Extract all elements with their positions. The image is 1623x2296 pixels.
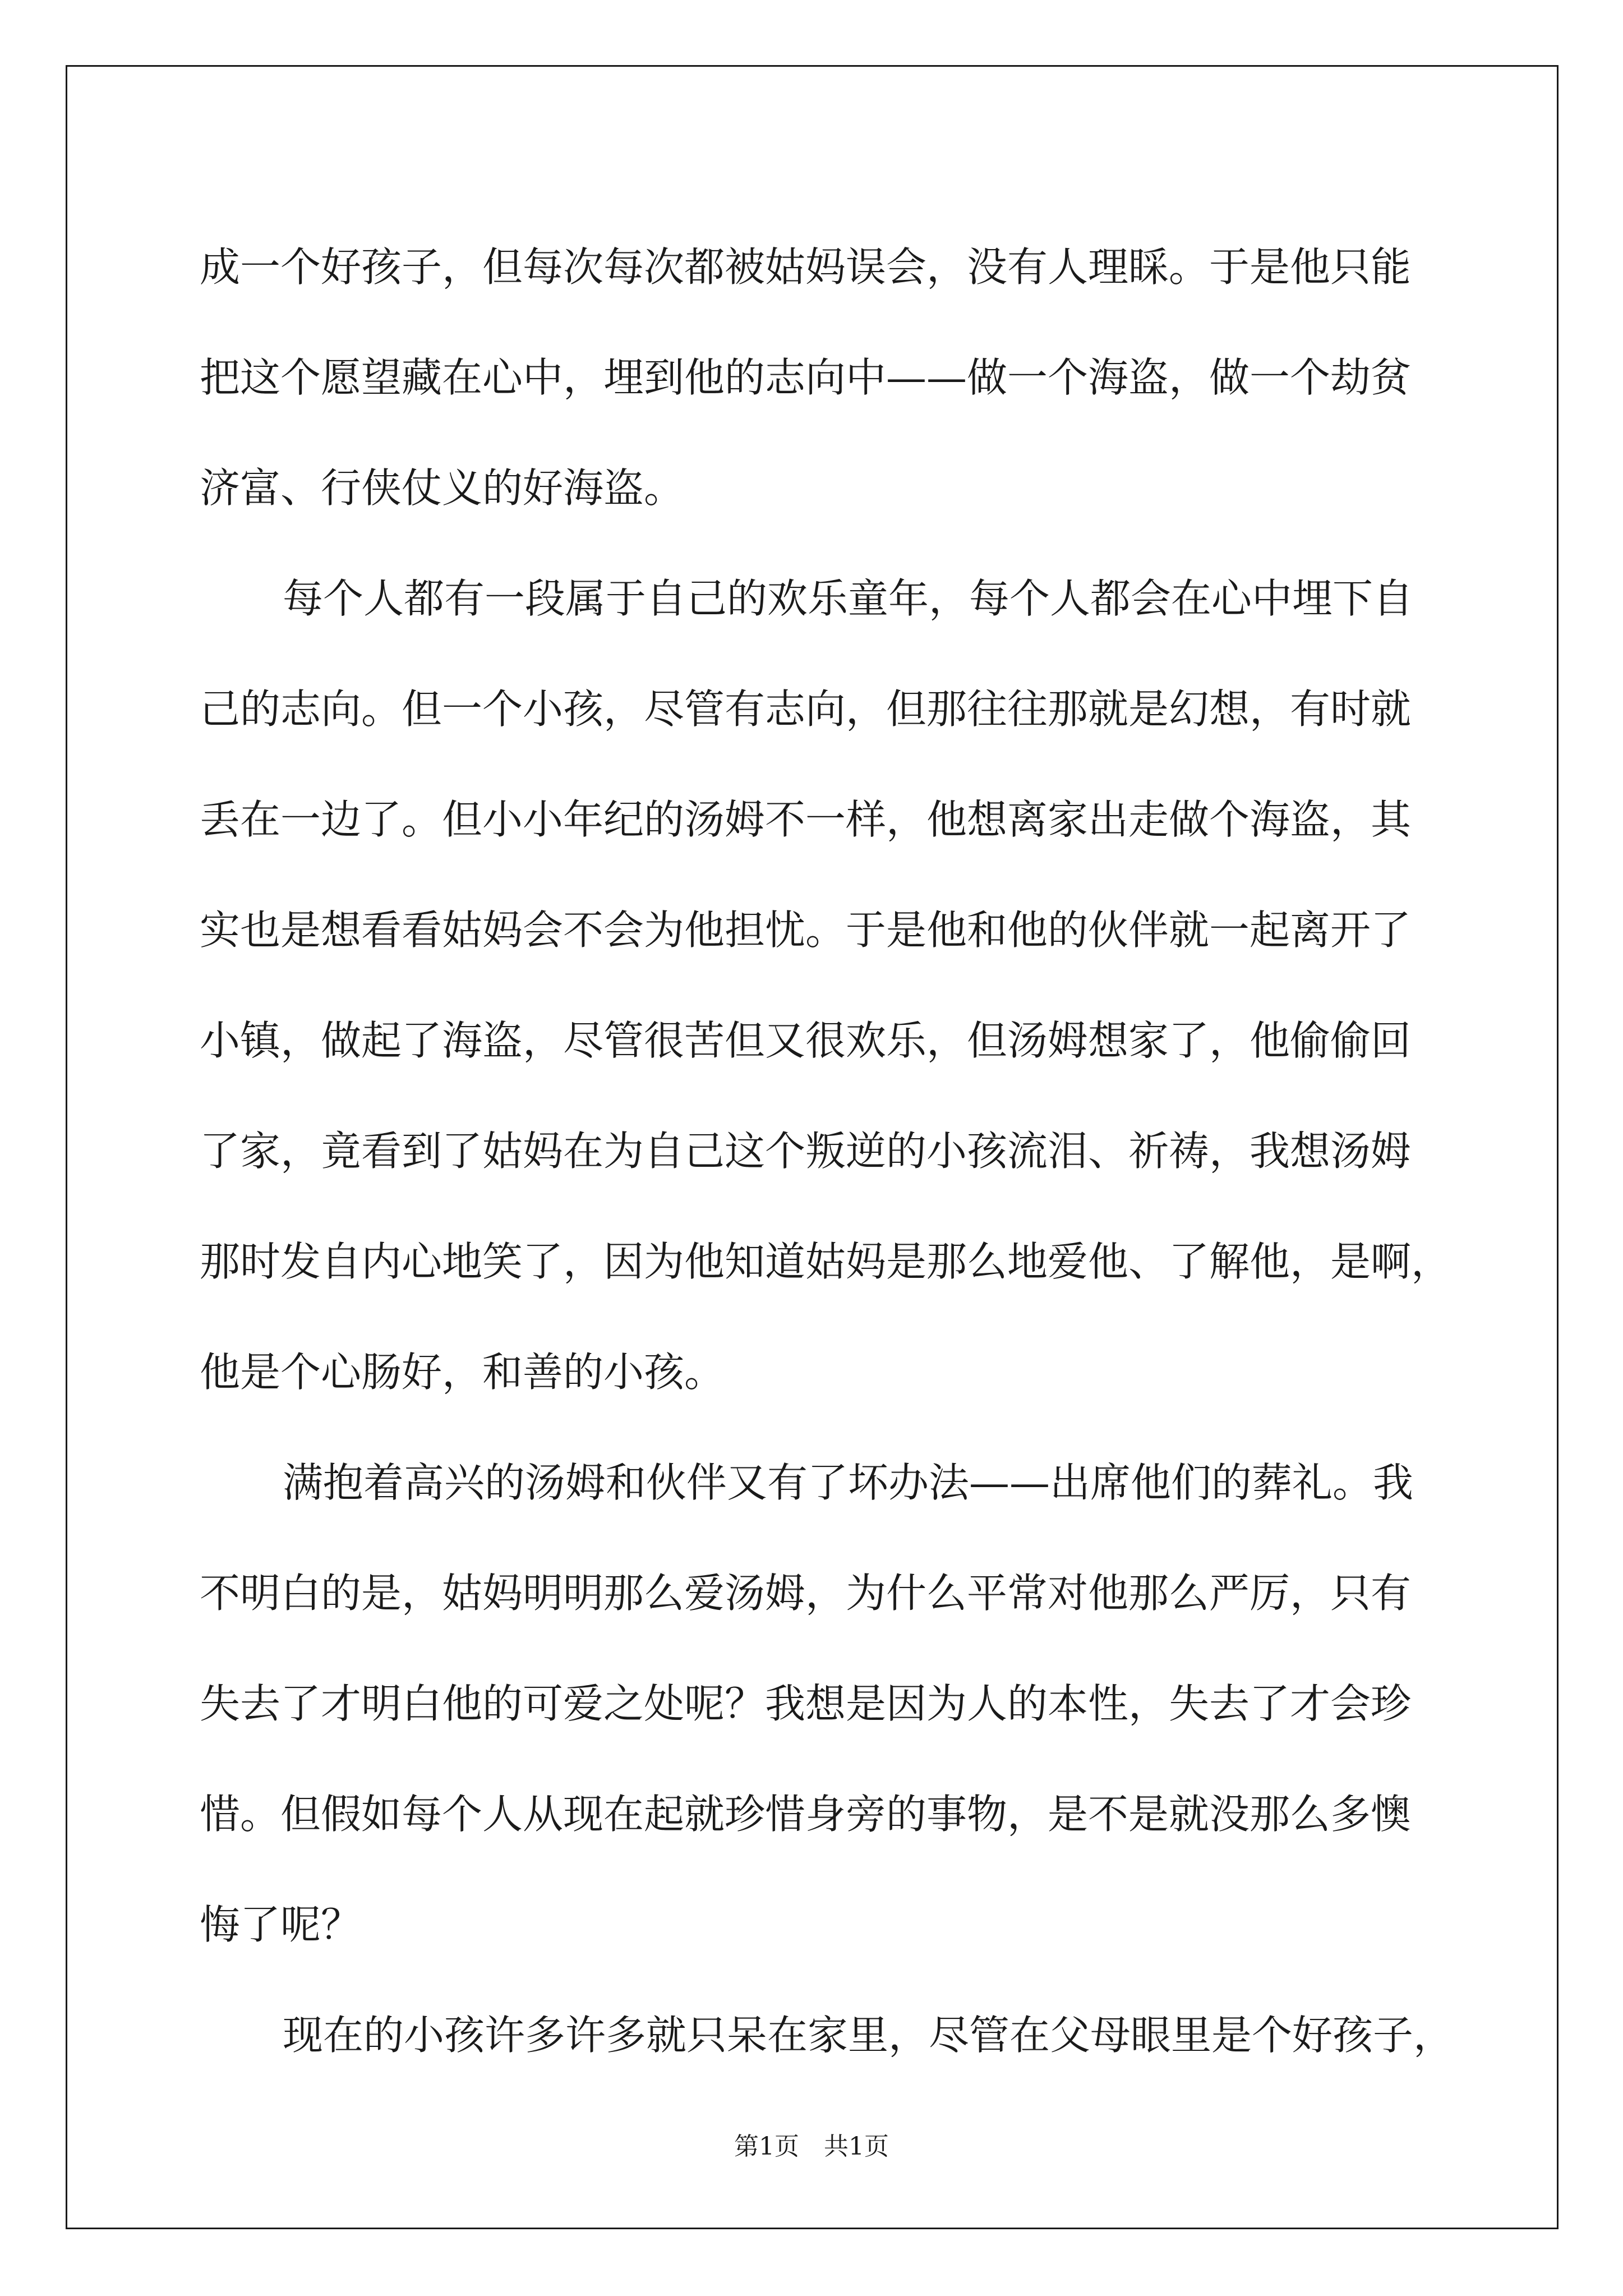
text-line: 悔了呢？	[200, 1901, 362, 1948]
paragraph-first-line: 现在的小孩许多许多就只呆在家里，尽管在父母眼里是个好孩子，	[283, 2012, 1454, 2059]
document-body	[200, 212, 1454, 2091]
text-line: 不明白的是，姑妈明明那么爱汤姆，为什么平常对他那么严厉，只有	[200, 1570, 1412, 1617]
text-line: 把这个愿望藏在心中，埋到他的志向中——做一个海盗，做一个劫贫	[200, 354, 1412, 401]
text-line: 惜。但假如每个人从现在起就珍惜身旁的事物，是不是就没那么多懊	[200, 1791, 1412, 1838]
text-line: 他是个心肠好，和善的小孩。	[200, 1349, 725, 1396]
page-number-footer: 第1页 共1页	[734, 2132, 889, 2161]
text-line: 己的志向。但一个小孩，尽管有志向，但那往往那就是幻想，有时就	[200, 685, 1412, 733]
text-line: 成一个好孩子，但每次每次都被姑妈误会，没有人理睬。于是他只能	[200, 243, 1412, 291]
text-line: 了家，竟看到了姑妈在为自己这个叛逆的小孩流泪、祈祷，我想汤姆	[200, 1128, 1412, 1175]
text-line: 丢在一边了。但小小年纪的汤姆不一样，他想离家出走做个海盗，其	[200, 796, 1412, 843]
paragraph-first-line: 满抱着高兴的汤姆和伙伴又有了坏办法——出席他们的葬礼。我	[283, 1459, 1414, 1506]
text-line: 小镇，做起了海盗，尽管很苦但又很欢乐，但汤姆想家了，他偷偷回	[200, 1017, 1412, 1064]
paragraph-first-line: 每个人都有一段属于自己的欢乐童年，每个人都会在心中埋下自	[283, 575, 1414, 622]
text-line: 失去了才明白他的可爱之处呢？我想是因为人的本性，失去了才会珍	[200, 1680, 1412, 1727]
text-line: 那时发自内心地笑了，因为他知道姑妈是那么地爱他、了解他，是啊，	[200, 1238, 1452, 1285]
text-line: 实也是想看看姑妈会不会为他担忧。于是他和他的伙伴就一起离开了	[200, 907, 1412, 954]
text-line: 济富、行侠仗义的好海盗。	[200, 464, 685, 512]
